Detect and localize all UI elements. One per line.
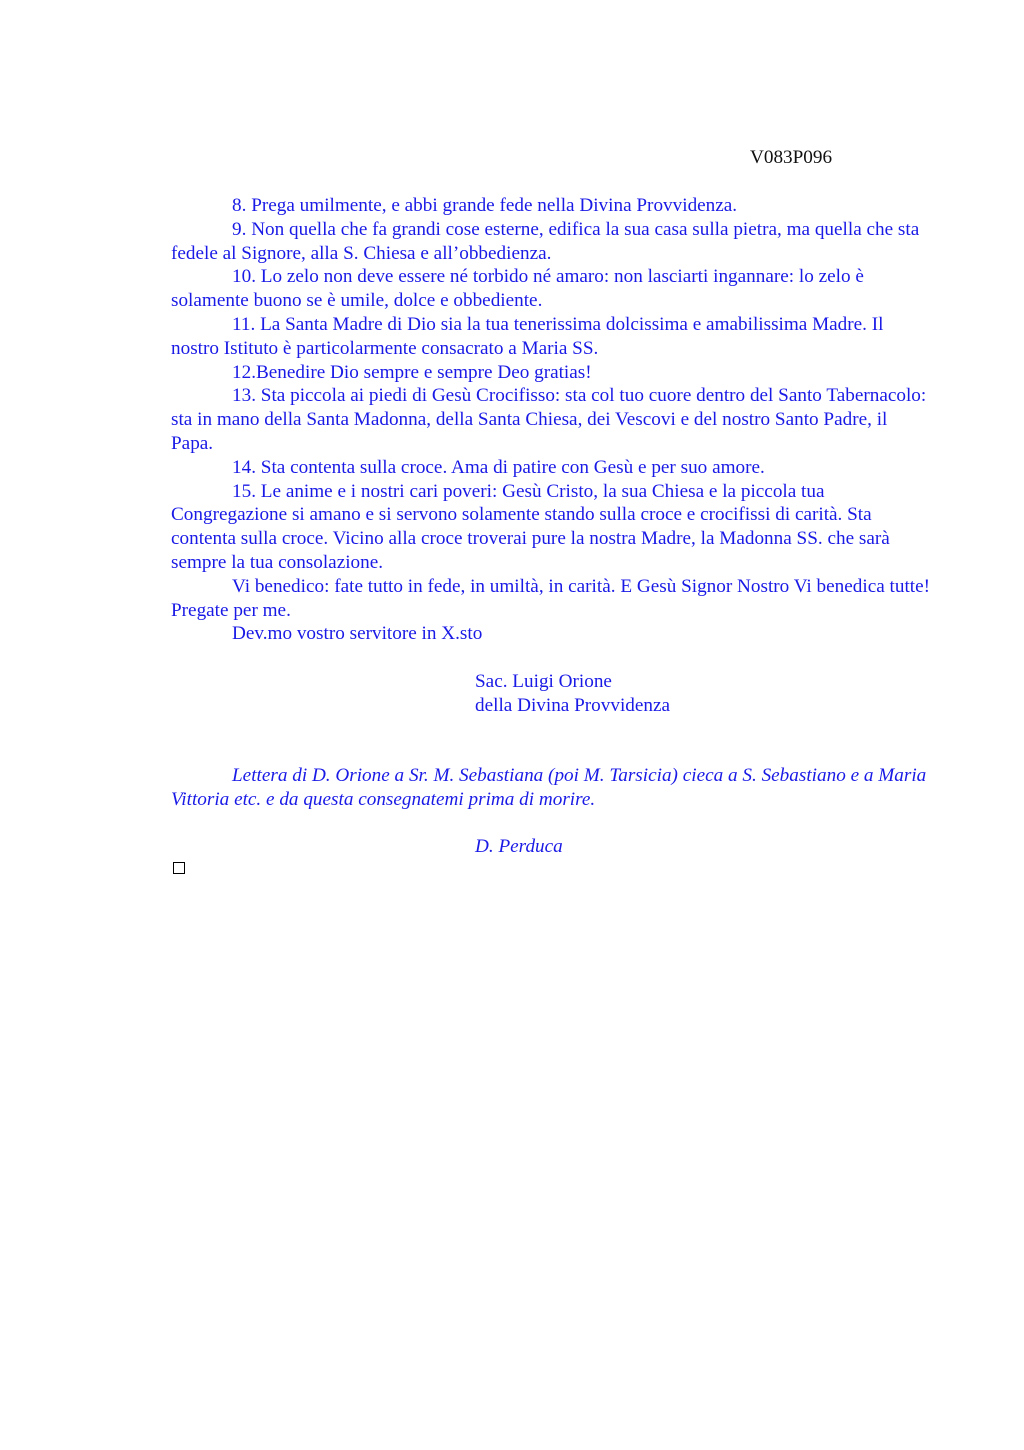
spacer bbox=[171, 812, 931, 836]
editor-note bbox=[171, 764, 931, 859]
signature-title: della Divina Provvidenza bbox=[475, 694, 671, 716]
note-text: Lettera di D. Orione a Sr. M. Sebastiana (poi M. Tarsicia) cieca a S. Sebastiano e a Maria Vittoria etc. e da questa consegnatemi prima di morire. bbox=[171, 765, 927, 810]
paragraph-13: 13. Sta piccola ai piedi di Gesù Crocifisso: sta col tuo cuore dentro del Santo Tabernacolo: sta in mano della Santa Madonna, della Santa Chiesa, dei Vescovi e del nostro Santo Padre, il Papa. bbox=[171, 385, 927, 454]
page-code: V083P096 bbox=[750, 147, 833, 168]
checkbox-square-icon bbox=[173, 862, 185, 874]
paragraph-8: 8. Prega umilmente, e abbi grande fede nella Divina Provvidenza. bbox=[232, 195, 738, 216]
letter-body bbox=[171, 194, 931, 718]
blessing-paragraph: Vi benedico: fate tutto in fede, in umiltà, in carità. E Gesù Signor Nostro Vi benedica tutte! Pregate per me. bbox=[171, 575, 931, 621]
signature-name: Sac. Luigi Orione bbox=[475, 670, 612, 692]
note-signature: D. Perduca bbox=[475, 836, 563, 858]
paragraph-15: 15. Le anime e i nostri cari poveri: Gesù Cristo, la sua Chiesa e la piccola tua Congregazione si amano e si servono solamente stando sulla croce e crocifissi di carità. Sta contenta sulla croce. Vicino alla croce troverai pure la nostra Madre, la Madonna SS. che sarà sempre la tua consolazione. bbox=[171, 480, 890, 573]
paragraph-10: 10. Lo zelo non deve essere né torbido né amaro: non lasciarti ingannare: lo zelo è solamente buono se è umile, dolce e obbediente. bbox=[171, 266, 864, 312]
paragraph-12: 12.Benedire Dio sempre e sempre Deo gratias! bbox=[232, 361, 592, 383]
paragraph-11: 11. La Santa Madre di Dio sia la tua tenerissima dolcissima e amabilissima Madre. Il nostro Istituto è particolarmente consacrato a Maria SS. bbox=[171, 313, 884, 359]
paragraph-14: 14. Sta contenta sulla croce. Ama di patire con Gesù e per suo amore. bbox=[232, 456, 765, 478]
spacer bbox=[171, 646, 931, 670]
closing-line: Dev.mo vostro servitore in X.sto bbox=[232, 623, 483, 645]
paragraph-9: 9. Non quella che fa grandi cose esterne, edifica la sua casa sulla pietra, ma quella che sta fedele al Signore, alla S. Chiesa e all’obbedienza. bbox=[171, 218, 920, 264]
